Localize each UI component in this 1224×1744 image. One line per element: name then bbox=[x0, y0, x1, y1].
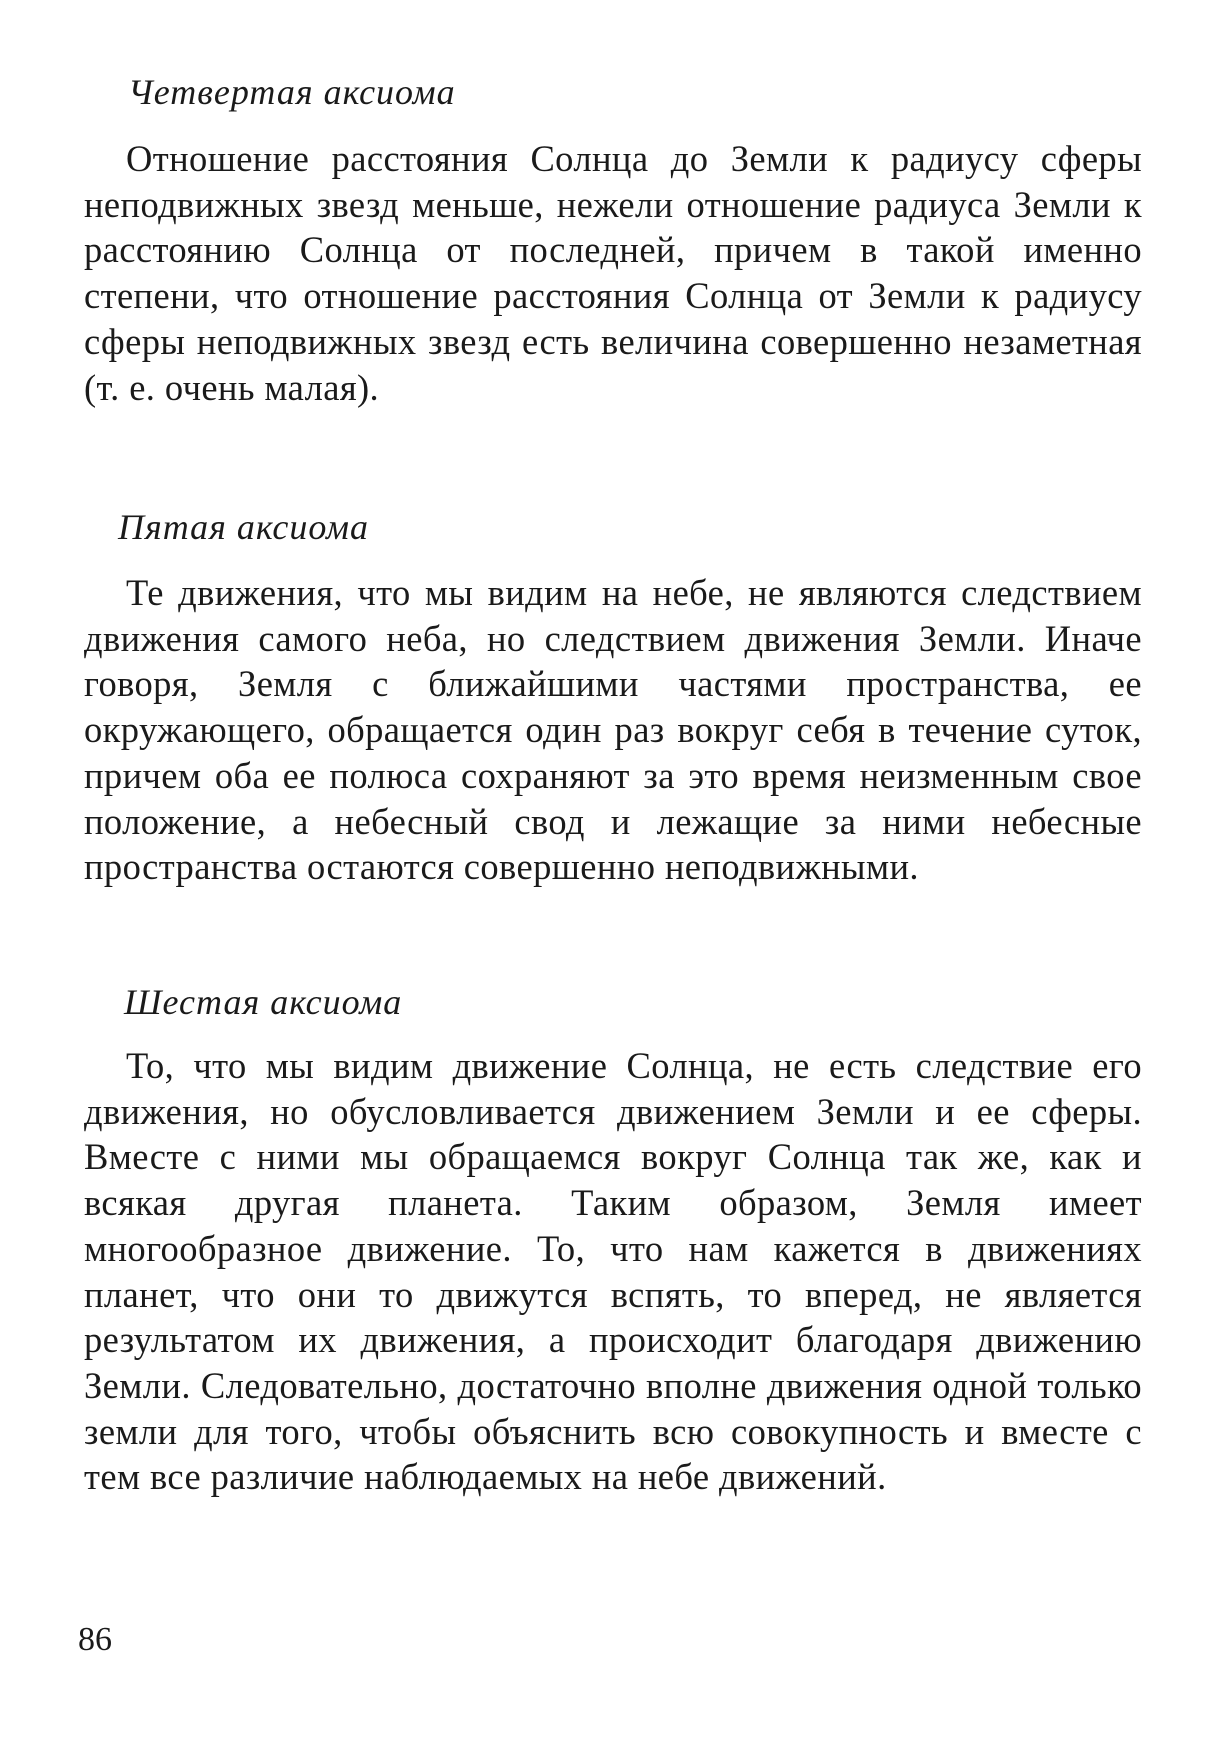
section-heading-fourth-axiom: Четвертая аксиома bbox=[128, 72, 456, 112]
paragraph-fifth-axiom: Те движения, что мы видим на небе, не являются следствием движения самого неба, но следствием движения Земли. Иначе говоря, Земля с ближайшими частями пространства, ее окружающего, обращается один раз вокруг себя в течение суток, причем оба ее полюса сохраняют за это время неизменным свое положение, а небесный свод и лежащие за ними небесные пространства остаются совершенно неподвижными. bbox=[84, 572, 1142, 888]
section-heading-sixth-axiom: Шестая аксиома bbox=[124, 982, 403, 1022]
page-number: 86 bbox=[78, 1621, 112, 1658]
paragraph-fourth-axiom: Отношение расстояния Солнца до Земли к радиусу сферы неподвижных звезд меньше, нежели отношение радиуса Земли к расстоянию Солнца от последней, причем в такой именно степени, что отношение расстояния Солнца от Земли к радиусу сферы неподвижных звезд есть величина совершенно незаметная (т. е. очень малая). bbox=[84, 138, 1142, 408]
paragraph-sixth-axiom: То, что мы видим движение Солнца, не есть следствие его движения, но обусловливается движением Земли и ее сферы. Вместе с ними мы обращаемся вокруг Солнца так же, как и всякая другая планета. Таким образом, Земля имеет многообразное движение. То, что нам кажется в движениях планет, что они то движутся вспять, то вперед, не является результатом их движения, а происходит благодаря движению Земли. Следовательно, достаточно вполне движения одной только земли для того, чтобы объяснить всю совокупность и вместе с тем все различие наблюдаемых на небе движений. bbox=[84, 1045, 1142, 1498]
section-heading-fifth-axiom: Пятая аксиома bbox=[118, 507, 369, 547]
